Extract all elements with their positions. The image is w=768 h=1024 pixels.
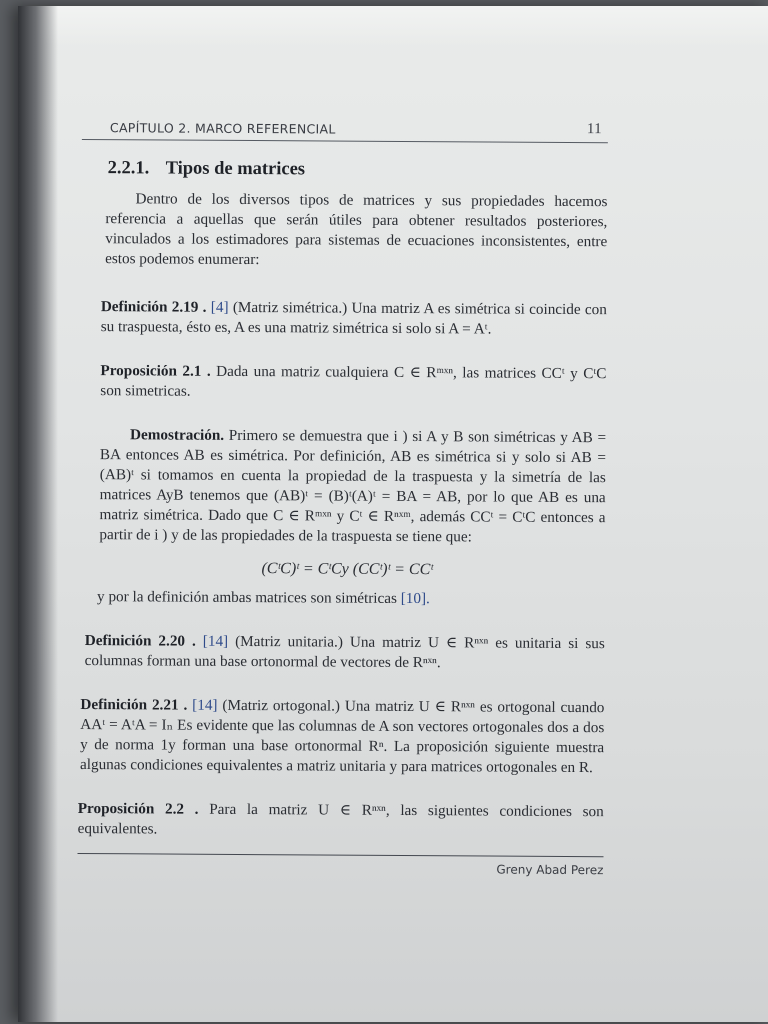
- page-number: 11: [586, 121, 602, 138]
- page-highlight: [18, 6, 768, 46]
- section-heading: [108, 158, 608, 182]
- citation-link[interactable]: [4]: [210, 298, 229, 316]
- section-title: Tipos de matrices: [165, 158, 306, 180]
- page-content: [77, 118, 608, 877]
- definition-text: (Matriz simétrica.) Una matriz A es simétrica si coincide con su traspuesta, ésto es, A es una matriz simétrica si solo si A = Aᵗ.: [100, 298, 607, 338]
- document-page: [18, 6, 768, 1022]
- citation-link[interactable]: [14]: [192, 696, 218, 714]
- author-name: Greny Abad Perez: [496, 862, 604, 878]
- proposition-text: Dada una matriz cualquiera C ∈ Rᵐˣⁿ, las matrices CCᵗ y CᵗC son simetricas.: [100, 362, 607, 400]
- definition-text: (Matriz ortogonal.) Una matriz U ∈ Rⁿˣⁿ es ortogonal cuando AAᵗ = AᵗA = Iₙ Es evidente que las columnas de A son vectores ortogonales dos a dos y de norma 1y forman una base ortonormal Rⁿ. La proposición siguiente muestra algunas condiciones equivalentes a matriz unitaria y para matrices ortogonales en R.: [79, 696, 605, 777]
- proof-label: Demostración.: [130, 426, 225, 444]
- definition-label: Definición 2.21 .: [80, 696, 188, 714]
- running-header: [82, 118, 608, 143]
- proof: [79, 425, 606, 610]
- proposition-text: Para la matriz U ∈ Rⁿˣⁿ, las siguientes condiciones son equivalentes.: [77, 800, 604, 838]
- proof-equation: (CᵗC)ᵗ = CᵗCy (CCᵗ)ᵗ = CCᵗ: [261, 560, 434, 579]
- binding-shadow: [18, 6, 58, 1022]
- definition-text: (Matriz unitaria.) Una matriz U ∈ Rⁿˣⁿ es unitaria si sus columnas forman una base ortonormal de vectores de Rⁿˣⁿ.: [84, 632, 605, 672]
- citation-link[interactable]: [14]: [202, 632, 229, 650]
- definition-2-21: [78, 695, 604, 778]
- intro-paragraph: Dentro de los diversos tipos de matrices y sus propiedades hacemos referencia a aquellas que serán útiles para obtener resultados posteriores, vinculados a los estimadores para sistemas de ecuaciones inconsistentes, entre estos podemos enumerar:: [105, 190, 608, 269]
- proposition-label: Proposición 2.1 .: [100, 362, 211, 380]
- definition-label: Definición 2.20 .: [84, 632, 196, 650]
- proof-conclusion: y por la definición ambas matrices son simétricas: [97, 588, 397, 607]
- proposition-2-1: [80, 361, 606, 404]
- proposition-label: Proposición 2.2 .: [77, 799, 199, 818]
- definition-2-20: [79, 631, 605, 674]
- proof-text: Primero se demuestra que i ) si A y B son simétricas y AB = BA entonces AB es simétrica. Por definición, AB es simétrica si y solo si AB = (AB)ᵗ si tomamos en cuenta la propiedad de la traspuesta y la simetría de las matrices AyB tenemos que (AB)ᵗ = (B)ᵗ(A)ᵗ = BA = AB, por lo que AB es una matriz simétrica. Dado que C ∈ Rᵐˣⁿ y Cᵗ ∈ Rⁿˣᵐ, además CCᵗ = CᵗC entonces a partir de i ) y de las propiedades de la traspuesta se tiene que:: [99, 426, 607, 546]
- proposition-2-2: [78, 799, 604, 842]
- citation-link[interactable]: [10].: [400, 589, 430, 608]
- chapter-title: CAPÍTULO 2. MARCO REFERENCIAL: [109, 120, 336, 137]
- running-footer: [77, 853, 603, 877]
- section-number: 2.2.1.: [107, 158, 150, 179]
- definition-label: Definición 2.19 .: [100, 298, 207, 316]
- definition-2-19: [81, 297, 607, 340]
